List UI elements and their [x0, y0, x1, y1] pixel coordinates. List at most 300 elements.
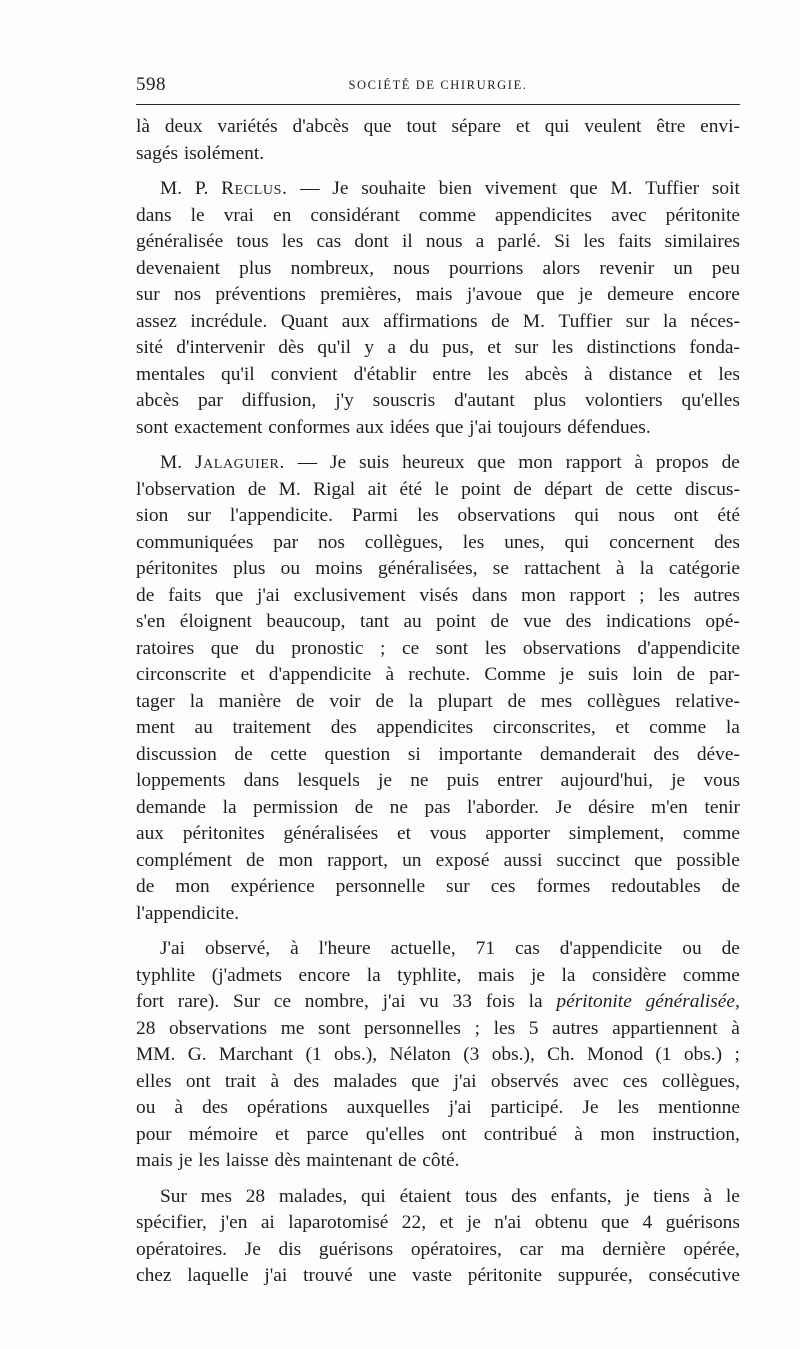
- paragraph-gap: [136, 927, 740, 936]
- word: premières,: [320, 284, 402, 305]
- word: voir: [329, 690, 361, 712]
- word: lesquels: [297, 770, 360, 791]
- word: les: [198, 1150, 220, 1171]
- word: je: [178, 1150, 193, 1171]
- text-line: [136, 636, 740, 663]
- word: de: [136, 584, 155, 606]
- word: de: [676, 664, 696, 685]
- text-line: [136, 114, 740, 141]
- word: y: [364, 337, 375, 358]
- word: de: [296, 690, 315, 712]
- word: laisse: [225, 1150, 269, 1171]
- text-line: [136, 450, 740, 477]
- word: opératoires,: [410, 1238, 502, 1260]
- word: à: [574, 1123, 583, 1145]
- text-line: [136, 141, 740, 168]
- word: incrédule.: [190, 310, 268, 332]
- word: mémoire: [188, 1123, 258, 1145]
- text-line: [136, 874, 740, 901]
- word: M.: [160, 178, 183, 199]
- word: d'appendicite: [268, 664, 372, 685]
- text-line: [136, 203, 740, 230]
- word: que: [215, 584, 244, 606]
- word: ratoires: [136, 637, 195, 659]
- word: affirmations: [383, 310, 478, 332]
- word: les: [484, 637, 507, 659]
- word: des: [293, 1070, 320, 1092]
- word: nous: [425, 231, 463, 252]
- word: observé,: [205, 938, 271, 959]
- word: de: [491, 310, 510, 332]
- word: ce: [402, 637, 420, 659]
- word: beaucoup,: [266, 611, 346, 632]
- word: guérisons: [665, 1212, 740, 1233]
- word: il: [401, 231, 413, 252]
- text-line: [136, 176, 740, 203]
- word: m'en: [651, 796, 688, 818]
- word: participé.: [490, 1097, 564, 1118]
- word: encore: [298, 964, 351, 986]
- word: d'abcès: [292, 116, 349, 137]
- word: discussion: [136, 743, 217, 765]
- word: de: [721, 938, 740, 959]
- word: les: [487, 363, 509, 385]
- word: laparotomisé: [288, 1212, 389, 1233]
- word: sont: [318, 1017, 351, 1039]
- word: étaient: [399, 1185, 452, 1207]
- word: que: [210, 637, 239, 659]
- word: contribué: [483, 1123, 557, 1145]
- word: ces: [622, 1070, 648, 1092]
- word: a: [387, 337, 397, 358]
- word: consécutive: [648, 1265, 740, 1286]
- word: cette: [635, 478, 673, 500]
- word: s'en: [136, 611, 166, 632]
- word: dans: [136, 204, 172, 226]
- word: loppements: [136, 770, 226, 791]
- word: Jalaguier.: [194, 452, 285, 473]
- word: plus: [239, 257, 272, 279]
- word: rapport,: [327, 849, 388, 871]
- word: exclusivement: [293, 584, 406, 606]
- paragraph: [136, 450, 740, 927]
- word: à: [385, 664, 395, 685]
- word: ou: [280, 558, 301, 579]
- word: qui: [564, 531, 590, 553]
- word: parce: [306, 1123, 349, 1145]
- word: la: [189, 690, 204, 712]
- word: Si: [554, 231, 571, 252]
- word: demanderait: [539, 743, 636, 765]
- word: entrer: [497, 770, 543, 791]
- word: nombre,: [304, 991, 369, 1012]
- text-line: [136, 662, 740, 689]
- word: aux: [355, 416, 384, 438]
- word: abcès: [524, 363, 568, 385]
- word: complément: [136, 849, 232, 871]
- word: les: [617, 1097, 640, 1118]
- word: Marchant: [218, 1044, 294, 1065]
- word: redoutables: [611, 876, 701, 897]
- word: car: [519, 1238, 544, 1260]
- word: la: [222, 796, 237, 818]
- word: de: [513, 478, 532, 500]
- word: succinct: [556, 849, 621, 871]
- paragraph-gap: [136, 441, 740, 450]
- word: d'autant: [454, 390, 515, 411]
- word: je: [466, 1212, 481, 1233]
- text-line: [136, 1042, 740, 1069]
- word: désire: [588, 796, 635, 818]
- word: à: [290, 938, 299, 959]
- word: des: [714, 531, 740, 553]
- word: demande: [136, 796, 206, 818]
- text-line: [136, 530, 740, 557]
- word: ;: [474, 1017, 480, 1039]
- word: des: [202, 1097, 228, 1118]
- word: tout: [406, 116, 437, 137]
- word: G.: [187, 1044, 207, 1065]
- word: un: [402, 849, 422, 871]
- word: point: [461, 478, 501, 500]
- text-line: [136, 1210, 740, 1237]
- word: vous: [703, 770, 740, 791]
- word: Tuffier: [558, 310, 613, 332]
- word: mon: [518, 452, 553, 473]
- word: généralisée,: [645, 991, 740, 1012]
- word: —: [297, 452, 318, 473]
- word: mon: [521, 584, 556, 606]
- word: heureux: [402, 452, 465, 473]
- word: alors: [542, 257, 581, 279]
- word: éloignent: [179, 611, 252, 632]
- text-line: [136, 335, 740, 362]
- word: envi-: [700, 116, 740, 137]
- word: d'appendicite: [637, 637, 740, 659]
- word: à: [615, 558, 625, 579]
- word: similaires: [664, 231, 740, 252]
- word: appendicites: [495, 204, 592, 226]
- word: je: [531, 964, 545, 986]
- word: en: [272, 204, 292, 226]
- word: les: [718, 363, 740, 385]
- word: guérisons: [318, 1238, 394, 1260]
- word: faits: [618, 231, 652, 252]
- word: de: [136, 876, 155, 897]
- word: avec: [611, 204, 647, 226]
- word: ;: [380, 637, 386, 659]
- word: 28: [136, 1017, 156, 1039]
- word: M.: [522, 310, 545, 332]
- word: que: [536, 284, 565, 305]
- word: je: [559, 664, 574, 685]
- text-line: [136, 848, 740, 875]
- word: Sur: [233, 991, 260, 1012]
- word: bien: [438, 178, 472, 199]
- word: 22,: [401, 1212, 427, 1233]
- word: péritonite: [665, 204, 740, 226]
- word: au: [194, 717, 213, 738]
- word: dans: [471, 584, 508, 606]
- text-line: [136, 1148, 740, 1175]
- word: que: [435, 416, 464, 438]
- text-line: [136, 989, 740, 1016]
- text-line: [136, 609, 740, 636]
- word: Je: [330, 452, 347, 473]
- word: que: [411, 1070, 440, 1092]
- word: instruction,: [652, 1123, 740, 1145]
- word: rapport: [569, 584, 626, 606]
- word: sépare: [451, 116, 502, 137]
- word: les: [281, 231, 304, 252]
- word: à: [703, 1185, 713, 1207]
- word: dis: [278, 1238, 302, 1260]
- word: M.: [160, 452, 183, 473]
- word: comme: [418, 204, 476, 226]
- word: le: [725, 1185, 740, 1207]
- word: de: [354, 796, 374, 818]
- word: suppurée,: [557, 1265, 633, 1286]
- word: observations: [457, 505, 556, 526]
- word: malades,: [278, 1185, 348, 1207]
- word: opératoires.: [136, 1238, 227, 1260]
- word: suis: [359, 452, 390, 473]
- word: concernent: [609, 531, 695, 553]
- word: les: [551, 337, 574, 358]
- word: Ch.: [547, 1044, 575, 1065]
- word: sion: [136, 505, 169, 526]
- text-line: [136, 282, 740, 309]
- word: question: [324, 743, 391, 765]
- word: mais: [136, 1150, 173, 1171]
- text-line: [136, 901, 740, 928]
- word: si: [407, 743, 421, 765]
- word: isolément.: [183, 142, 265, 164]
- word: autres: [552, 1017, 599, 1039]
- word: les: [658, 584, 680, 606]
- word: et: [275, 1123, 290, 1145]
- word: et: [688, 363, 703, 385]
- paragraph: [136, 176, 740, 441]
- word: l'heure: [318, 938, 371, 959]
- word: et: [615, 717, 630, 738]
- word: trait: [224, 1070, 257, 1092]
- word: les: [583, 231, 605, 252]
- word: défendues.: [567, 416, 651, 438]
- word: catégorie: [668, 558, 740, 579]
- word: le: [190, 204, 205, 226]
- word: les: [462, 531, 485, 553]
- word: un: [673, 257, 693, 279]
- word: je: [578, 284, 593, 305]
- word: demeure: [607, 284, 674, 305]
- word: à: [270, 1070, 280, 1092]
- word: d'appendicite: [559, 938, 663, 959]
- word: comme: [649, 717, 707, 738]
- word: opérée,: [683, 1238, 740, 1260]
- word: par-: [709, 664, 740, 685]
- word: être: [656, 116, 686, 137]
- word: sur: [514, 337, 539, 358]
- word: observations: [522, 637, 621, 659]
- word: visés: [419, 584, 459, 606]
- word: dès: [278, 337, 305, 358]
- text-line: [136, 936, 740, 963]
- word: 4: [642, 1212, 653, 1233]
- text-line: [136, 415, 740, 442]
- word: nous: [393, 257, 430, 279]
- word: (1: [305, 1044, 322, 1065]
- word: par: [273, 531, 299, 553]
- word: avec: [572, 1070, 609, 1092]
- word: ces: [490, 876, 516, 897]
- text-line: [136, 1184, 740, 1211]
- word: peu: [711, 257, 740, 279]
- word: rapport: [565, 452, 622, 473]
- word: veulent: [584, 116, 642, 137]
- word: j'ai: [453, 1070, 477, 1092]
- text-line: [136, 556, 740, 583]
- word: vue: [523, 611, 552, 632]
- word: ne: [410, 770, 429, 791]
- text-line: [136, 309, 740, 336]
- word: j'avoue: [466, 284, 523, 305]
- word: qui: [544, 116, 570, 137]
- word: plus: [533, 390, 567, 411]
- word: fonda-: [689, 337, 740, 358]
- word: préventions: [215, 284, 306, 305]
- word: unes,: [504, 531, 545, 553]
- word: la: [528, 991, 543, 1012]
- word: Sur: [160, 1185, 187, 1207]
- word: ou: [682, 938, 702, 959]
- word: et: [397, 823, 412, 844]
- word: cette: [270, 743, 307, 765]
- word: tant: [359, 611, 390, 632]
- word: ment: [136, 717, 175, 738]
- word: possible: [676, 849, 740, 871]
- word: vaste: [412, 1265, 452, 1286]
- word: que: [477, 452, 506, 473]
- word: devenaient: [136, 257, 220, 279]
- word: importante: [438, 743, 523, 765]
- word: tager: [136, 690, 175, 712]
- text-line: [136, 256, 740, 283]
- word: maintenant: [306, 1150, 393, 1171]
- word: à: [584, 363, 593, 385]
- text-line: [136, 715, 740, 742]
- word: l'observation: [136, 478, 236, 500]
- word: assez: [136, 310, 177, 332]
- word: permission: [253, 796, 339, 818]
- word: de: [605, 478, 624, 500]
- word: conformes: [268, 416, 351, 438]
- word: observations: [169, 1017, 268, 1039]
- word: de: [247, 478, 267, 500]
- word: généralisée: [136, 231, 224, 252]
- word: à: [174, 1097, 184, 1118]
- word: qu'il: [317, 337, 352, 358]
- word: vous: [429, 823, 467, 844]
- word: suis: [588, 664, 619, 685]
- word: la: [725, 717, 740, 738]
- word: pour: [136, 1123, 172, 1145]
- word: distance: [608, 363, 673, 385]
- running-head: SOCIÉTÉ DE CHIRURGIE.: [348, 78, 528, 92]
- word: et: [439, 1212, 454, 1233]
- paragraph-gap: [136, 167, 740, 176]
- word: j'ai: [382, 991, 406, 1012]
- word: les: [493, 1017, 516, 1039]
- word: j'ai: [264, 1265, 288, 1286]
- word: mes: [540, 690, 573, 712]
- word: pus,: [442, 337, 474, 358]
- word: de: [721, 876, 740, 897]
- word: ;: [639, 584, 645, 606]
- word: je: [378, 770, 392, 791]
- word: la: [408, 690, 423, 712]
- word: pourrions: [449, 257, 524, 279]
- word: de: [721, 452, 740, 473]
- word: la: [561, 964, 576, 986]
- word: de: [490, 611, 509, 632]
- word: convient: [270, 363, 338, 385]
- word: souhaite: [361, 178, 426, 199]
- word: (j'admets: [211, 964, 283, 986]
- page-number: 598: [136, 74, 166, 95]
- word: abcès: [136, 390, 180, 411]
- word: aux: [341, 310, 370, 332]
- word: dernière: [602, 1238, 666, 1260]
- word: j'ai: [469, 416, 493, 438]
- word: J'ai: [160, 938, 186, 959]
- text-line: [136, 362, 740, 389]
- word: nos: [317, 531, 345, 553]
- word: qu'elles: [681, 390, 740, 411]
- word: péritonite: [467, 1265, 543, 1286]
- word: personnelles: [364, 1017, 461, 1039]
- word: diffusion,: [241, 390, 317, 411]
- word: mon: [175, 876, 210, 897]
- word: souscris: [372, 390, 436, 411]
- word: Je: [582, 1097, 599, 1118]
- paragraph: [136, 114, 740, 167]
- word: aussi: [503, 849, 543, 871]
- word: Je: [555, 796, 572, 818]
- word: simplement,: [568, 823, 665, 844]
- word: tous: [236, 231, 269, 252]
- word: volontiers: [584, 390, 663, 411]
- word: malades: [333, 1070, 398, 1092]
- word: mon: [278, 849, 313, 871]
- word: mais: [415, 284, 453, 305]
- word: Nélaton: [389, 1044, 451, 1065]
- word: spécifier,: [136, 1212, 207, 1233]
- word: à: [731, 1017, 740, 1039]
- word: cas: [316, 231, 342, 252]
- word: exactement: [174, 416, 263, 438]
- word: collègues,: [661, 1070, 740, 1092]
- word: exposé: [435, 849, 490, 871]
- word: par: [198, 390, 223, 411]
- word: de: [246, 849, 265, 871]
- word: distinctions: [586, 337, 676, 358]
- word: nombreux,: [290, 257, 375, 279]
- word: autres: [693, 584, 740, 606]
- word: opé-: [705, 611, 740, 632]
- word: de: [398, 1150, 417, 1171]
- word: opérations: [246, 1097, 328, 1118]
